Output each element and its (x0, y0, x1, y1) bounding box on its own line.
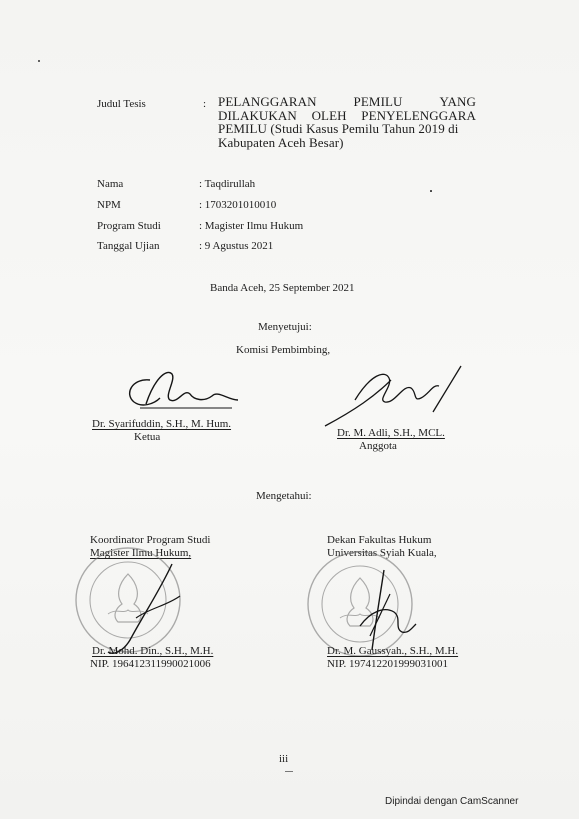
place-date: Banda Aceh, 25 September 2021 (210, 282, 355, 294)
thesis-title (218, 95, 476, 149)
coordinator-program: Magister Ilmu Hukum, (90, 547, 192, 559)
info-value-name: : Taqdirullah (199, 178, 256, 190)
info-label-program: Program Studi (97, 220, 161, 232)
info-value-program: : Magister Ilmu Hukum (199, 220, 304, 232)
approval-heading: Menyetujui: (258, 321, 312, 333)
supervisor-member-name: Dr. M. Adli, S.H., MCL. (337, 427, 445, 439)
thesis-title-line: Kabupaten Aceh Besar) (218, 134, 344, 150)
info-value-npm: : 1703201010010 (199, 199, 277, 211)
dean-university: Universitas Syiah Kuala, (327, 547, 437, 559)
info-label-name: Nama (97, 178, 124, 190)
scan-mark (285, 771, 293, 772)
info-label-exam-date: Tanggal Ujian (97, 240, 160, 252)
info-value-exam-date: : 9 Agustus 2021 (199, 240, 274, 252)
dean-nip: NIP. 197412201999031001 (327, 658, 449, 670)
scan-speck (430, 190, 432, 192)
thesis-title-line: PEMILU (Studi Kasus Pemilu Tahun 2019 di (218, 121, 459, 136)
signature-member (315, 360, 465, 432)
signature-dean (350, 566, 420, 656)
info-label-npm: NPM (97, 199, 121, 211)
signature-chair (120, 360, 240, 416)
supervisor-chair-role: Ketua (134, 431, 161, 443)
thesis-title-line: DILAKUKAN OLEH PENYELENGGARA (218, 107, 476, 123)
dean-title: Dekan Fakultas Hukum (327, 534, 432, 546)
thesis-colon: : (203, 98, 207, 110)
acknowledged-heading: Mengetahui: (256, 490, 312, 502)
scanner-watermark: Dipindai dengan CamScanner (385, 796, 519, 807)
coordinator-nip: NIP. 196412311990021006 (90, 658, 211, 670)
approval-committee: Komisi Pembimbing, (236, 344, 331, 356)
thesis-label: Judul Tesis (97, 98, 146, 110)
page-number: iii (279, 753, 289, 765)
thesis-title-line: PELANGGARAN PEMILU YANG (218, 94, 476, 109)
coordinator-title: Koordinator Program Studi (90, 534, 211, 546)
coordinator-name: Dr. Mohd. Din., S.H., M.H. (92, 645, 214, 657)
scan-speck (38, 60, 40, 62)
dean-name: Dr. M. Gaussyah., S.H., M.H. (327, 645, 459, 657)
supervisor-chair-name: Dr. Syarifuddin, S.H., M. Hum. (92, 418, 232, 430)
supervisor-member-role: Anggota (359, 440, 397, 452)
